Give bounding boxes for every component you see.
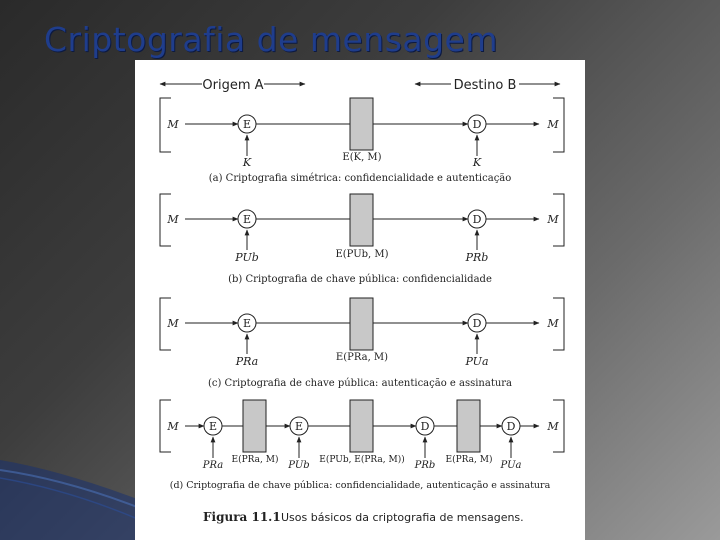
message-label: M [547, 213, 559, 226]
figure-panel [135, 60, 585, 540]
channel-label: E(PRa, M) [445, 455, 493, 465]
encrypt-label: E [242, 118, 252, 131]
channel-label: E(PRa, M) [231, 455, 279, 465]
header-row [160, 78, 560, 93]
key-label: PRa [202, 460, 224, 471]
encrypt-label: E [294, 420, 304, 433]
figure-caption-text: Usos básicos da criptografia de mensagens. [281, 511, 524, 524]
panel-a [160, 98, 564, 184]
destination-label: Destino B [453, 78, 517, 93]
panel-caption: (c) Criptografia de chave pública: autenticação e assinatura [207, 378, 513, 389]
origin-label: Origem A [202, 78, 264, 93]
panel-b [160, 194, 564, 285]
message-label: M [167, 213, 179, 226]
panel-caption: (b) Criptografia de chave pública: confidencialidade [228, 274, 492, 285]
panel-caption: (d) Criptografia de chave pública: confidencialidade, autenticação e assinatura [169, 480, 551, 491]
channel-box [350, 98, 373, 150]
channel-box [350, 400, 373, 452]
channel-label: E(PUb, E(PRa, M)) [319, 455, 405, 465]
figure-number: Figura 11.1 [203, 510, 281, 524]
encrypt-label: E [208, 420, 218, 433]
channel-box [243, 400, 266, 452]
message-label: M [167, 420, 179, 433]
channel-box [350, 298, 373, 350]
crypto-diagram [135, 60, 585, 540]
figure-caption [203, 510, 524, 524]
panel-caption: (a) Criptografia simétrica: confidencialidade e autenticação [208, 173, 512, 184]
channel-box [350, 194, 373, 246]
encrypt-label: E [242, 317, 252, 330]
key-label: PRa [235, 355, 259, 368]
decrypt-label: D [472, 317, 482, 330]
panel-d [160, 400, 564, 491]
key-label: PUa [465, 355, 489, 368]
message-label: M [167, 317, 179, 330]
decrypt-label: D [420, 420, 430, 433]
channel-box [457, 400, 480, 452]
message-label: M [547, 118, 559, 131]
key-label: K [472, 156, 482, 169]
decrypt-label: D [472, 118, 482, 131]
key-label: K [242, 156, 252, 169]
key-label: PUb [235, 251, 259, 264]
key-label: PRb [414, 460, 436, 471]
slide-title: Criptografia de mensagem [44, 20, 499, 59]
panel-c [160, 298, 564, 389]
decrypt-label: D [506, 420, 516, 433]
encrypt-label: E [242, 213, 252, 226]
key-label: PRb [465, 251, 489, 264]
channel-label: E(PUb, M) [335, 249, 389, 260]
channel-label: E(K, M) [342, 152, 382, 163]
key-label: PUa [500, 460, 522, 471]
message-label: M [167, 118, 179, 131]
key-label: PUb [288, 460, 310, 471]
message-label: M [547, 317, 559, 330]
channel-label: E(PRa, M) [335, 352, 389, 363]
decrypt-label: D [472, 213, 482, 226]
message-label: M [547, 420, 559, 433]
